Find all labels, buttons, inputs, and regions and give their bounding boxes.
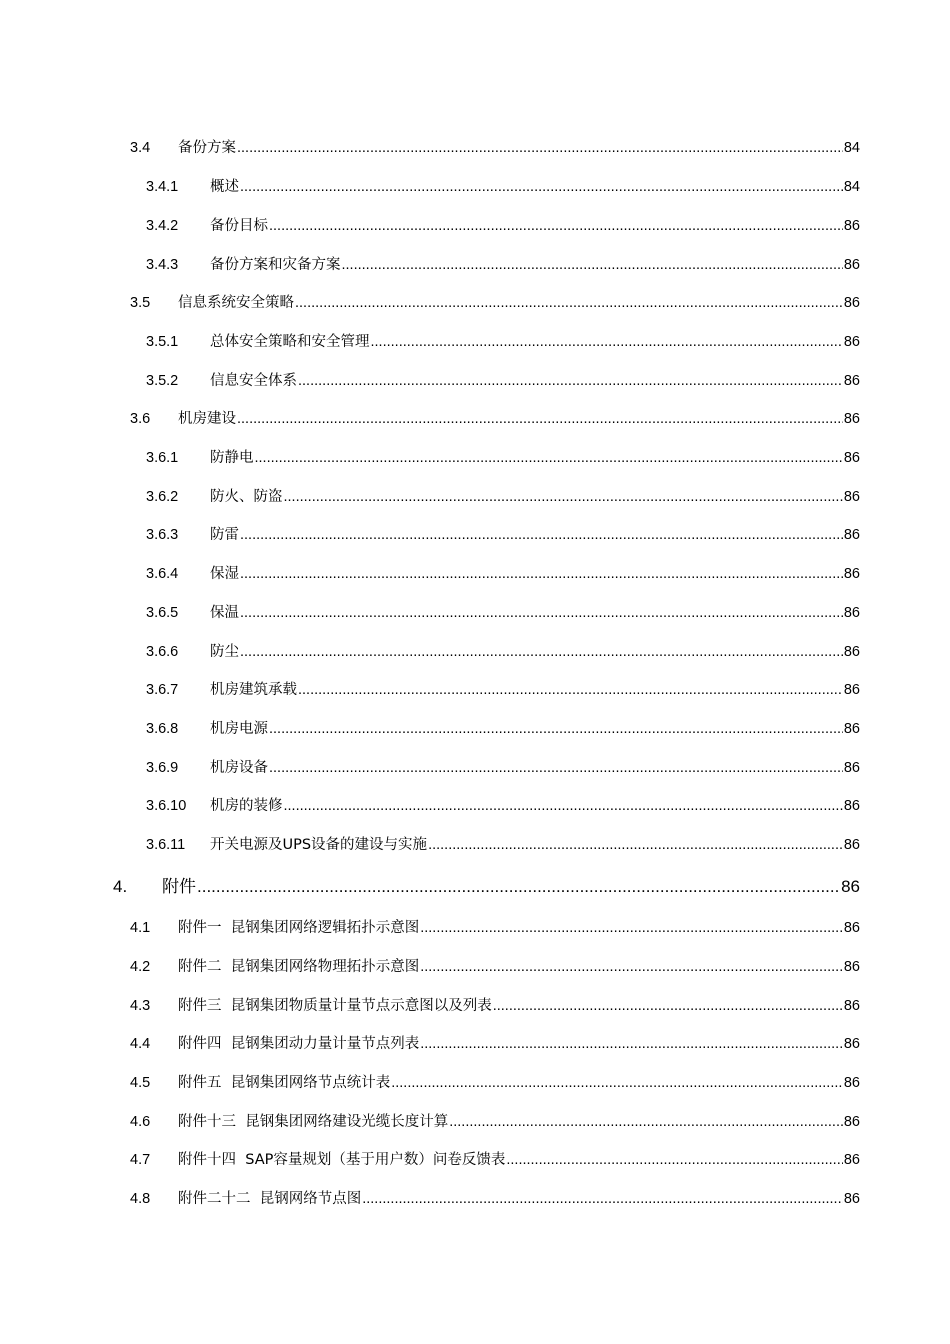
toc-entry-title: 防尘: [210, 644, 239, 660]
toc-dot-leader: [342, 257, 843, 273]
toc-entry-title: 附件十三 昆钢集团网络建设光缆长度计算: [178, 1114, 449, 1130]
toc-dot-leader: [237, 140, 843, 156]
toc-entry[interactable]: [146, 485, 860, 506]
toc-entry-page-number: 86: [843, 1114, 860, 1130]
toc-entry-number: 3.6.5: [146, 605, 179, 621]
toc-entry-title: 机房的装修: [210, 798, 283, 814]
toc-entry-number: 3.6.1: [146, 450, 179, 466]
toc-entry-number: 3.4.3: [146, 257, 179, 273]
toc-entry-title: 保湿: [210, 566, 239, 582]
toc-dot-leader: [295, 295, 843, 311]
toc-entry-page-number: 86: [843, 334, 860, 350]
toc-entry[interactable]: [130, 955, 860, 976]
toc-entry-number: 3.6.10: [146, 798, 187, 814]
toc-entry-page-number: 86: [843, 644, 860, 660]
toc-entry-title: 附件二十二 昆钢网络节点图: [178, 1191, 362, 1207]
toc-entry-page-number: 86: [843, 257, 860, 273]
toc-entry-number: 3.5.2: [146, 373, 179, 389]
toc-entry[interactable]: [130, 1071, 860, 1092]
toc-entry-page-number: 86: [843, 295, 860, 311]
toc-entry[interactable]: [146, 369, 860, 390]
toc-entry-title: 信息安全体系: [210, 373, 297, 389]
toc-entry[interactable]: [146, 214, 860, 235]
toc-entry-page-number: 86: [843, 566, 860, 582]
toc-entry[interactable]: [130, 1032, 860, 1053]
toc-entry-page-number: 86: [843, 1075, 860, 1091]
toc-entry[interactable]: [130, 994, 860, 1015]
toc-entry-title: 附件十四 SAP容量规划（基于用户数）问卷反馈表: [178, 1152, 506, 1168]
toc-dot-leader: [284, 798, 843, 814]
toc-entry-page-number: 84: [843, 179, 860, 195]
toc-entry-number: 3.6.8: [146, 721, 179, 737]
toc-entry-page-number: 86: [843, 959, 860, 975]
toc-dot-leader: [449, 1114, 843, 1130]
toc-entry-number: 3.6.2: [146, 489, 179, 505]
toc-dot-leader: [240, 179, 843, 195]
toc-entry-title: 备份方案和灾备方案: [210, 257, 341, 273]
toc-entry[interactable]: [146, 562, 860, 583]
toc-entry[interactable]: [130, 916, 860, 937]
toc-entry[interactable]: [146, 446, 860, 467]
toc-dot-leader: [240, 527, 843, 543]
toc-dot-leader: [197, 877, 840, 897]
toc-entry-title: 附件五 昆钢集团网络节点统计表: [178, 1075, 391, 1091]
toc-entry-number: 4.4: [130, 1036, 151, 1052]
toc-entry-page-number: 86: [843, 1036, 860, 1052]
toc-entry-page-number: 86: [843, 920, 860, 936]
toc-entry-number: 3.4.2: [146, 218, 179, 234]
toc-dot-leader: [284, 489, 843, 505]
toc-dot-leader: [493, 998, 843, 1014]
toc-dot-leader: [237, 411, 843, 427]
toc-entry[interactable]: [146, 833, 860, 854]
toc-entry[interactable]: [113, 872, 860, 897]
toc-entry-title: 附件一 昆钢集团网络逻辑拓扑示意图: [178, 920, 420, 936]
toc-entry-page-number: 86: [843, 527, 860, 543]
toc-entry[interactable]: [146, 678, 860, 699]
toc-entry[interactable]: [146, 175, 860, 196]
toc-entry-title: 附件三 昆钢集团物质量计量节点示意图以及列表: [178, 998, 492, 1014]
toc-entry-title: 防雷: [210, 527, 239, 543]
toc-entry-title: 概述: [210, 179, 239, 195]
toc-entry-title: 保温: [210, 605, 239, 621]
toc-entry-number: 4.: [113, 877, 128, 896]
toc-entry-page-number: 86: [841, 877, 860, 896]
toc-entry-number: 3.6.4: [146, 566, 179, 582]
toc-entry-page-number: 86: [843, 837, 860, 853]
toc-entry-title: 总体安全策略和安全管理: [210, 334, 370, 350]
toc-entry-page-number: 86: [843, 411, 860, 427]
toc-entry-page-number: 86: [843, 605, 860, 621]
toc-entry-page-number: 86: [843, 682, 860, 698]
toc-entry[interactable]: [146, 794, 860, 815]
toc-entry[interactable]: [130, 1187, 860, 1208]
toc-dot-leader: [362, 1191, 843, 1207]
toc-entry-page-number: 86: [843, 1152, 860, 1168]
toc-entry[interactable]: [146, 253, 860, 274]
toc-entry[interactable]: [146, 756, 860, 777]
toc-entry-page-number: 86: [843, 450, 860, 466]
toc-dot-leader: [420, 1036, 843, 1052]
toc-entry-page-number: 84: [843, 140, 860, 156]
toc-entry-title: 机房建筑承载: [210, 682, 297, 698]
toc-entry-page-number: 86: [843, 760, 860, 776]
toc-entry[interactable]: [130, 136, 860, 157]
toc-dot-leader: [255, 450, 843, 466]
toc-entry-title: 机房设备: [210, 760, 268, 776]
toc-entry-number: 3.4: [130, 140, 151, 156]
toc-dot-leader: [391, 1075, 843, 1091]
toc-dot-leader: [269, 760, 843, 776]
toc-entry[interactable]: [146, 523, 860, 544]
toc-entry-number: 4.5: [130, 1075, 151, 1091]
toc-entry-number: 3.6.9: [146, 760, 179, 776]
toc-entry-page-number: 86: [843, 489, 860, 505]
toc-entry-number: 4.7: [130, 1152, 151, 1168]
toc-entry-number: 3.5: [130, 295, 151, 311]
toc-entry[interactable]: [146, 640, 860, 661]
toc-dot-leader: [240, 566, 843, 582]
toc-entry[interactable]: [130, 1110, 860, 1131]
toc-dot-leader: [428, 837, 843, 853]
toc-entry-number: 3.6.3: [146, 527, 179, 543]
toc-entry-number: 3.6: [130, 411, 151, 427]
toc-entry-title: 信息系统安全策略: [178, 295, 294, 311]
toc-dot-leader: [269, 218, 843, 234]
toc-entry-number: 3.6.7: [146, 682, 179, 698]
toc-dot-leader: [506, 1152, 843, 1168]
toc-dot-leader: [240, 605, 843, 621]
toc-entry-page-number: 86: [843, 721, 860, 737]
toc-entry-title: 开关电源及UPS设备的建设与实施: [210, 837, 428, 853]
toc-entry-title: 附件二 昆钢集团网络物理拓扑示意图: [178, 959, 420, 975]
toc-entry-number: 4.8: [130, 1191, 151, 1207]
toc-entry[interactable]: [146, 717, 860, 738]
toc-entry[interactable]: [130, 1148, 860, 1169]
toc-dot-leader: [240, 644, 843, 660]
toc-entry[interactable]: [146, 330, 860, 351]
toc-dot-leader: [420, 920, 843, 936]
toc-entry-page-number: 86: [843, 798, 860, 814]
toc-entry-title: 备份方案: [178, 140, 236, 156]
toc-entry-page-number: 86: [843, 998, 860, 1014]
toc-entry-number: 4.2: [130, 959, 151, 975]
toc-entry-page-number: 86: [843, 218, 860, 234]
toc-entry-title: 防静电: [210, 450, 254, 466]
toc-dot-leader: [298, 373, 843, 389]
toc-entry-title: 机房电源: [210, 721, 268, 737]
toc-entry[interactable]: [146, 601, 860, 622]
toc-entry-number: 3.5.1: [146, 334, 179, 350]
toc-entry-title: 附件: [162, 877, 196, 897]
toc-entry-page-number: 86: [843, 1191, 860, 1207]
toc-dot-leader: [420, 959, 843, 975]
toc-entry[interactable]: [130, 407, 860, 428]
toc-entry-number: 3.6.11: [146, 837, 186, 853]
toc-entry[interactable]: [130, 291, 860, 312]
toc-entry-number: 3.4.1: [146, 179, 179, 195]
toc-entry-number: 4.1: [130, 920, 151, 936]
toc-dot-leader: [371, 334, 843, 350]
toc-entry-number: 4.6: [130, 1114, 151, 1130]
toc-entry-number: 4.3: [130, 998, 151, 1014]
toc-entry-title: 防火、防盗: [210, 489, 283, 505]
toc-dot-leader: [269, 721, 843, 737]
toc-entry-title: 机房建设: [178, 411, 236, 427]
toc-entry-title: 备份目标: [210, 218, 268, 234]
toc-dot-leader: [298, 682, 843, 698]
toc-entry-title: 附件四 昆钢集团动力量计量节点列表: [178, 1036, 420, 1052]
toc-entry-page-number: 86: [843, 373, 860, 389]
toc-entry-number: 3.6.6: [146, 644, 179, 660]
